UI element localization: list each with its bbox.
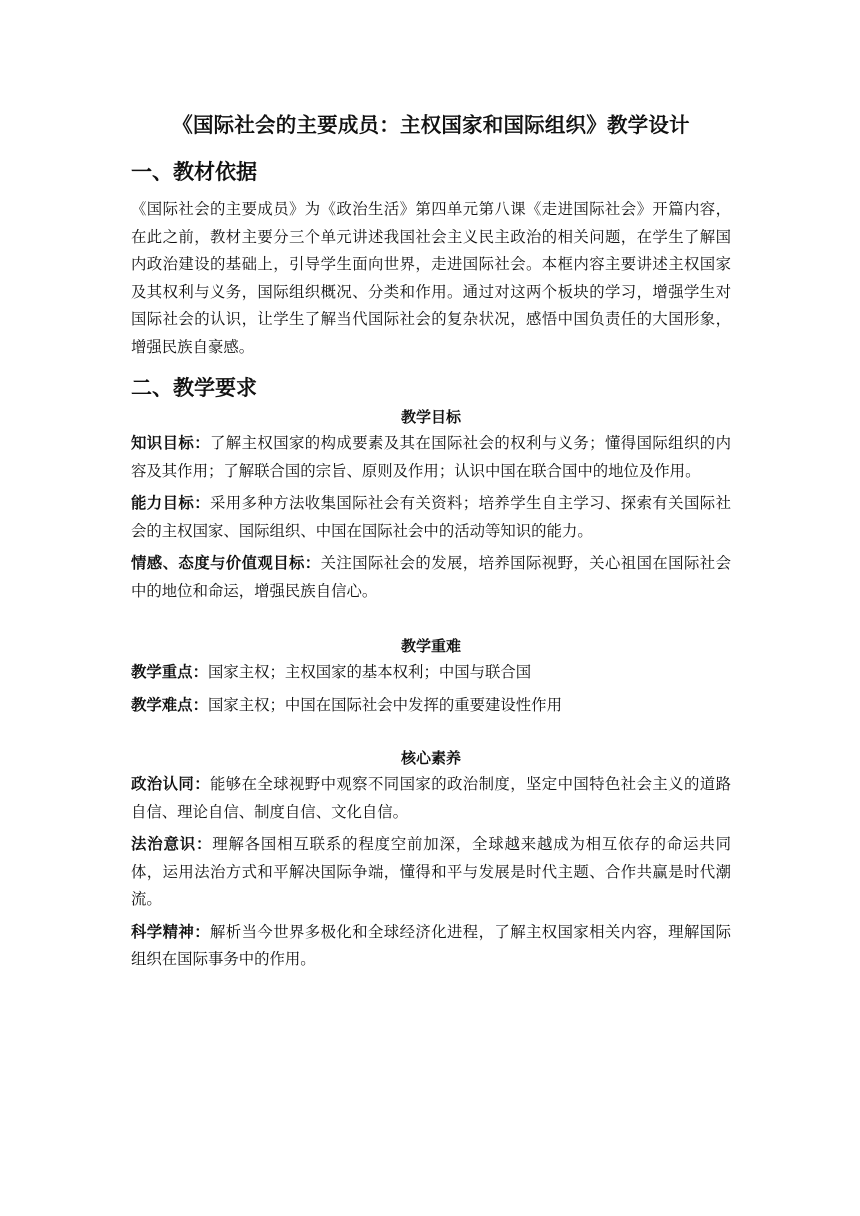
teaching-difficulty-label: 教学难点：	[131, 695, 208, 714]
scientific-spirit	[131, 919, 731, 974]
political-identity	[131, 771, 731, 826]
teaching-basis-paragraph: 《国际社会的主要成员》为《政治生活》第四单元第八课《走进国际社会》开篇内容，在此之前，教材主要分三个单元讲述我国社会主义民主政治的相关问题，在学生了解国内政治建设的基础上，引导学生面向世界，走进国际社会。本框内容主要讲述主权国家及其权利与义务，国际组织概况、分类和作用。通过对这两个板块的学习，增强学生对国际社会的认识，让学生了解当代国际社会的复杂状况，感悟中国负责任的大国形象，增强民族自豪感。	[131, 200, 731, 356]
teaching-focus-label: 教学重点：	[131, 663, 208, 681]
knowledge-objective-text: 了解主权国家的构成要素及其在国际社会的权利与义务；懂得国际组织的内容及其作用；了解联合国的宗旨、原则及作用；认识中国在联合国中的地位及作用。	[131, 434, 731, 480]
subheading-teaching-objectives: 教学目标	[400, 408, 461, 426]
emotion-objective-text: 关注国际社会的发展，培养国际视野，关心祖国在国际社会中的地位和命运，增强民族自信心。	[131, 554, 731, 600]
political-identity-label: 政治认同：	[131, 775, 210, 793]
subheading-key-points: 教学重难	[400, 637, 461, 655]
spacer	[131, 610, 731, 634]
section-heading-teaching-basis: 一、教材依据	[131, 160, 257, 184]
section-heading-teaching-requirements: 二、教学要求	[131, 376, 257, 400]
teaching-focus	[131, 659, 731, 687]
rule-of-law-label: 法治意识：	[131, 835, 213, 853]
knowledge-objective	[131, 430, 731, 485]
political-identity-text: 能够在全球视野中观察不同国家的政治制度，坚定中国特色社会主义的道路自信、理论自信、制度自信、文化自信。	[131, 775, 731, 821]
document-title: 《国际社会的主要成员：主权国家和国际组织》教学设计	[172, 113, 690, 137]
spacer	[131, 724, 731, 746]
ability-objective-text: 采用多种方法收集国际社会有关资料；培养学生自主学习、探索有关国际社会的主权国家、国际组织、中国在国际社会中的活动等知识的能力。	[131, 494, 731, 540]
scientific-spirit-text: 解析当今世界多极化和全球经济化进程，了解主权国家相关内容，理解国际组织在国际事务中的作用。	[131, 922, 731, 968]
rule-of-law-awareness	[131, 831, 731, 914]
ability-objective	[131, 490, 731, 545]
teaching-difficulty-text: 国家主权；中国在国际社会中发挥的重要建设性作用	[207, 695, 562, 714]
emotion-objective-label: 情感、态度与价值观目标：	[131, 554, 321, 572]
rule-of-law-text: 理解各国相互联系的程度空前加深，全球越来越成为相互依存的命运共同体，运用法治方式和平解决国际争端，懂得和平与发展是时代主题、合作共赢是时代潮流。	[131, 835, 731, 908]
ability-objective-label: 能力目标：	[131, 494, 210, 512]
scientific-spirit-label: 科学精神：	[131, 922, 210, 941]
emotion-objective	[131, 550, 731, 605]
document-page	[131, 108, 731, 979]
teaching-focus-text: 国家主权；主权国家的基本权利；中国与联合国	[207, 663, 532, 681]
knowledge-objective-label: 知识目标：	[131, 434, 210, 452]
teaching-difficulty	[131, 692, 731, 720]
subheading-core-literacy: 核心素养	[400, 749, 461, 767]
